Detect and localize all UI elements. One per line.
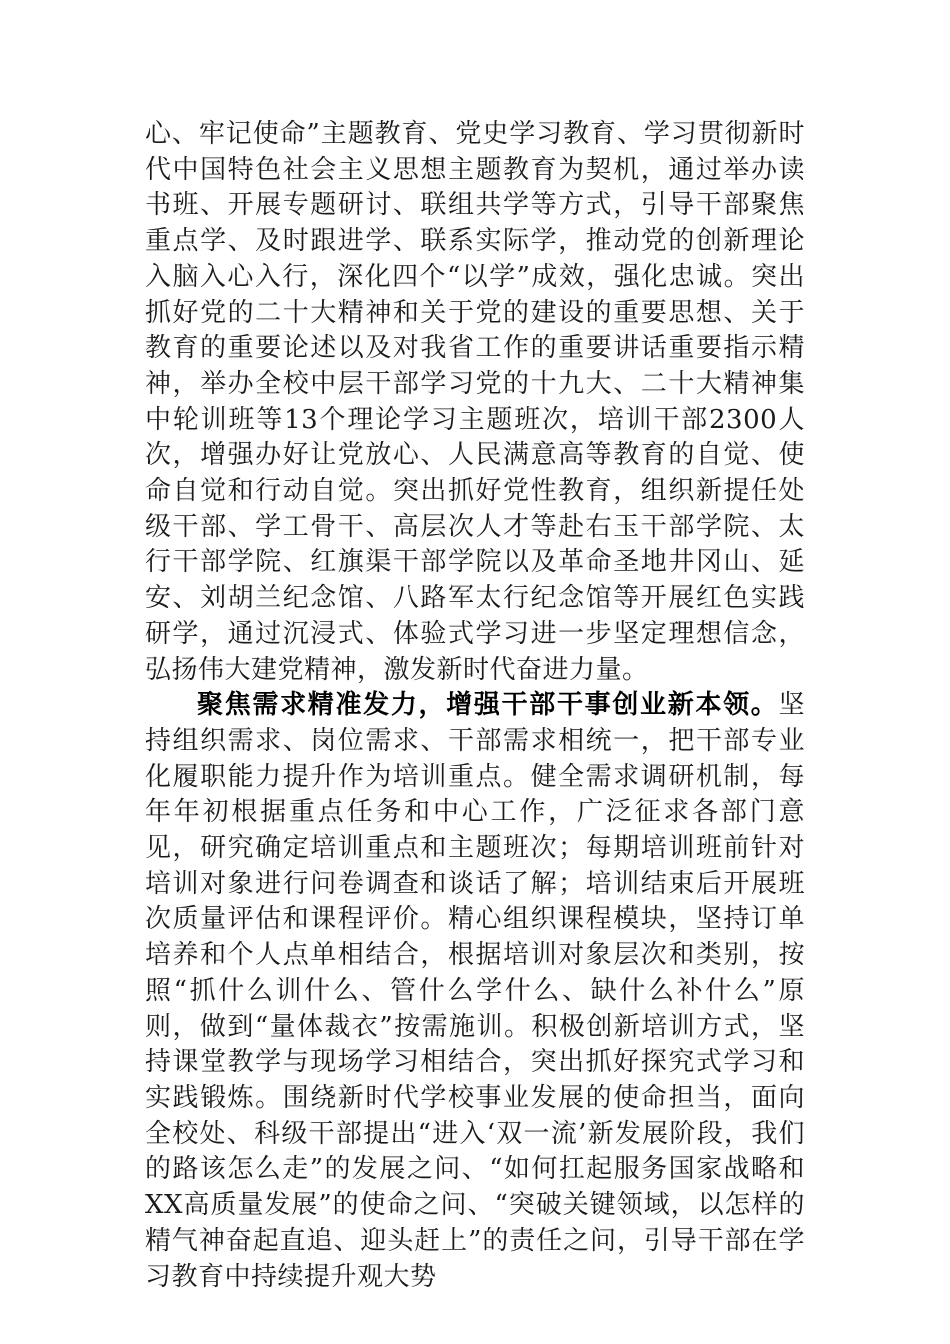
document-body — [145, 117, 805, 1295]
paragraph-training-needs — [145, 688, 805, 1295]
paragraph-heading-bold: 聚焦需求精准发力，增强干部干事创业新本领。 — [197, 690, 779, 721]
paragraph-body-text: 坚持组织需求、岗位需求、干部需求相统一，把干部专业化履职能力提升作为培训重点。健全需求调研机制，每年年初根据重点任务和中心工作，广泛征求各部门意见，研究确定培训重点和主题班次；每期培训班前针对培训对象进行问卷调查和谈话了解；培训结束后开展班次质量评估和课程评价。精心组织课程模块，坚持订单培养和个人点单相结合，根据培训对象层次和类别，按照“抓什么训什么、管什么学什么、缺什么补什么”原则，做到“量体裁衣”按需施训。积极创新培训方式，坚持课堂教学与现场学习相结合，突出抓好探究式学习和实践锻炼。围绕新时代学校事业发展的使命担当，面向全校处、科级干部提出“进入‘双一流’新发展阶段，我们的路该怎么走”的发展之问、“如何扛起服务国家战略和XX高质量发展”的使命之问、“突破关键领域，以怎样的精气神奋起直追、迎头赶上”的责任之问，引导干部在学习教育中持续提升观大势 — [145, 690, 805, 1292]
paragraph-theory-study: 心、牢记使命”主题教育、党史学习教育、学习贯彻新时代中国特色社会主义思想主题教育为契机，通过举办读书班、开展专题研讨、联组共学等方式，引导干部聚焦重点学、及时跟进学、联系实际学，推动党的创新理论入脑入心入行，深化四个“以学”成效，强化忠诚。突出抓好党的二十大精神和关于党的建设的重要思想、关于教育的重要论述以及对我省工作的重要讲话重要指示精神，举办全校中层干部学习党的十九大、二十大精神集中轮训班等13个理论学习主题班次，培训干部2300人次，增强办好让党放心、人民满意高等教育的自觉、使命自觉和行动自觉。突出抓好党性教育，组织新提任处级干部、学工骨干、高层次人才等赴右玉干部学院、太行干部学院、红旗渠干部学院以及革命圣地井冈山、延安、刘胡兰纪念馆、八路军太行纪念馆等开展红色实践研学，通过沉浸式、体验式学习进一步坚定理想信念，弘扬伟大建党精神，激发新时代奋进力量。 — [145, 119, 805, 685]
